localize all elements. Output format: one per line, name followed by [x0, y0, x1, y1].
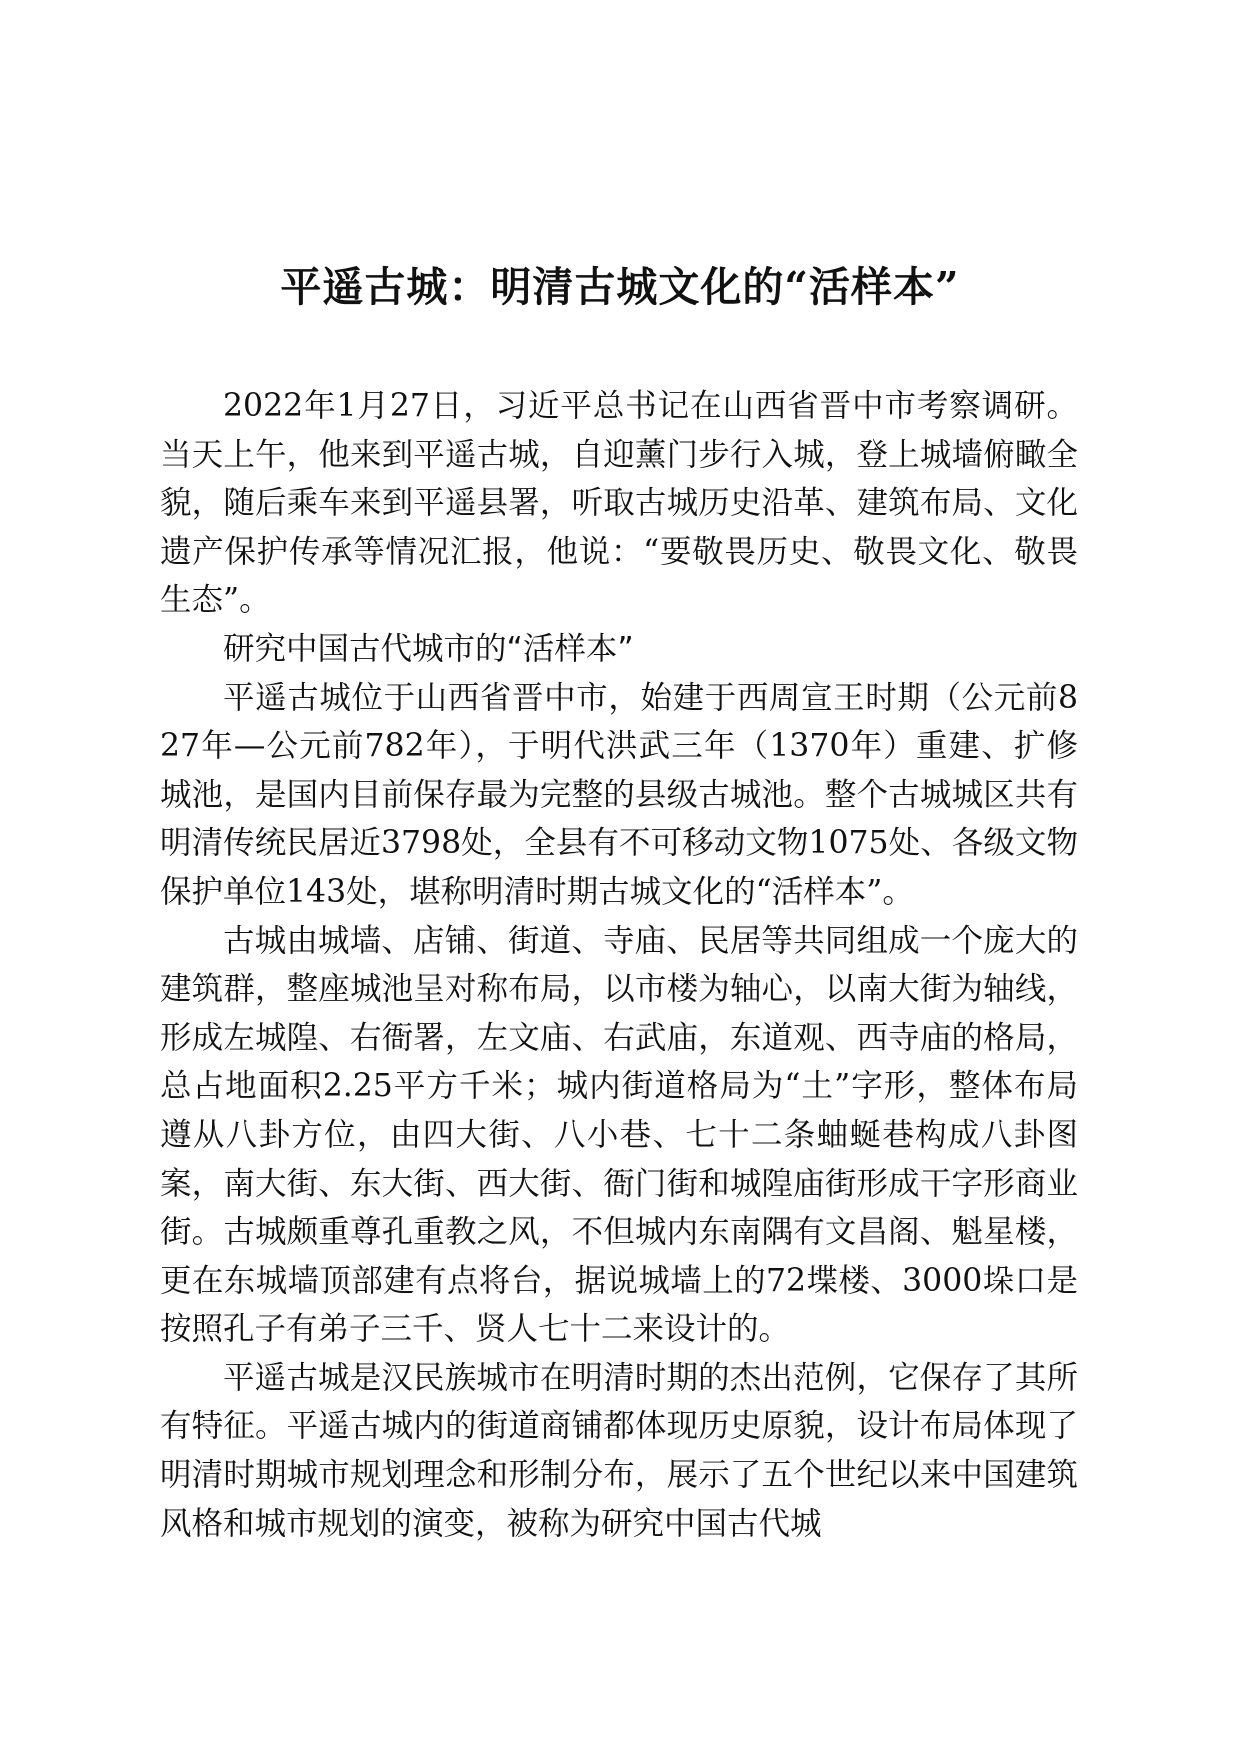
paragraph-history: 平遥古城位于山西省晋中市，始建于西周宣王时期（公元前827年—公元前782年），于明代洪武三年（1370年）重建、扩修城池，是国内目前保存最为完整的县级古城池。整个古城城区共有明清传统民居近3798处，全县有不可移动文物1075处、各级文物保护单位143处，堪称明清时期古城文化的“活样本”。 — [160, 679, 1078, 910]
document-body — [160, 382, 1078, 1548]
paragraph-visit: 2022年1月27日，习近平总书记在山西省晋中市考察调研。当天上午，他来到平遥古城，自迎薰门步行入城，登上城墙俯瞰全貌，随后乘车来到平遥县署，听取古城历史沿革、建筑布局、文化遗产保护传承等情况汇报，他说：“要敬畏历史、敬畏文化、敬畏生态”。 — [160, 388, 1078, 619]
paragraph-layout: 古城由城墙、店铺、街道、寺庙、民居等共同组成一个庞大的建筑群，整座城池呈对称布局，以市楼为轴心，以南大街为轴线，形成左城隍、右衙署，左文庙、右武庙，东道观、西寺庙的格局，总占地面积2.25平方千米；城内街道格局为“土”字形，整体布局遵从八卦方位，由四大街、八小巷、七十二条蚰蜒巷构成八卦图案，南大街、东大街、西大街、衙门街和城隍庙街形成干字形商业街。古城颇重尊孔重教之风，不但城内东南隅有文昌阁、魁星楼，更在东城墙顶部建有点将台，据说城墙上的72堞楼、3000垛口是按照孔子有弟子三千、贤人七十二来设计的。 — [160, 922, 1078, 1348]
section-subheading: 研究中国古代城市的“活样本” — [223, 630, 634, 667]
document-title: 平遥古城：明清古城文化的“活样本” — [280, 263, 960, 311]
paragraph-significance: 平遥古城是汉民族城市在明清时期的杰出范例，它保存了其所有特征。平遥古城内的街道商铺都体现历史原貌，设计布局体现了明清时期城市规划理念和形制分布，展示了五个世纪以来中国建筑风格和城市规划的演变，被称为研究中国古代城 — [160, 1359, 1078, 1542]
